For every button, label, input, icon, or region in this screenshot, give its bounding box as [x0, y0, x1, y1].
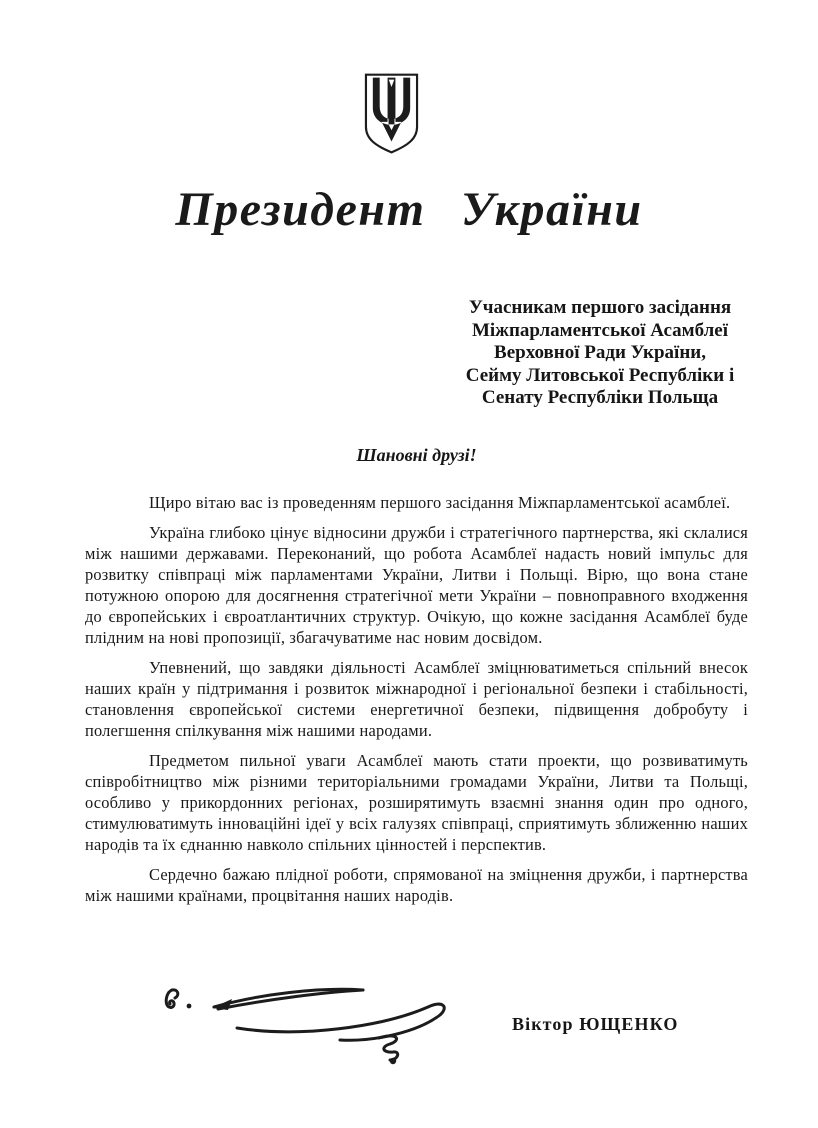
signature-icon	[150, 980, 460, 1070]
addressee-line: Сенату Республіки Польща	[481, 387, 719, 408]
paragraph: Щиро вітаю вас із проведенням першого засідання Міжпарламентської асамблеї.	[149, 493, 731, 512]
addressee-line: Міжпарламентської Асамблеї	[471, 319, 729, 341]
addressee-line: Верховної Ради України,	[494, 342, 706, 363]
addressee-block	[440, 297, 760, 410]
signer-name: Віктор ЮЩЕНКО	[512, 1014, 679, 1034]
paragraph: Упевнений, що завдяки діяльності Асамблеї зміцнюватиметься спільний внесок наших країн у підтримання і розвиток міжнародної і регіональної безпеки і стабільності, становлення європейської системи енергетичної безпеки, підвищення добробуту і полегшення спілкування між нашими народами.	[85, 658, 748, 740]
salutation: Шановні друзі!	[356, 445, 477, 465]
letterhead-title: Президент України	[175, 183, 643, 236]
addressee-line: Сейму Литовської Республіки і	[465, 364, 735, 386]
letter-body	[85, 492, 748, 915]
paragraph: Сердечно бажаю плідної роботи, спрямованої на зміцнення дружби, і партнерства між нашими країнами, процвітання наших народів.	[85, 865, 748, 905]
coat-of-arms-icon	[363, 72, 420, 156]
paragraph: Україна глибоко цінує відносини дружби і стратегічного партнерства, які склалися між нашими державами. Переконаний, що робота Асамблеї надасть новий імпульс для розвитку співпраці між парламентами України, Литви і Польщі. Вірю, що вона стане потужною опорою для досягнення стратегічної мети України – повноправного входження до європейських і євроатлантичних структур. Очікую, що кожне засідання Асамблеї буде плідним на нові пропозиції, збагачуватиме нас новим досвідом.	[85, 523, 748, 647]
paragraph: Предметом пильної уваги Асамблеї мають стати проекти, що розвиватимуть співробітництво між різними територіальними громадами України, Литви та Польщі, особливо у прикордонних регіонах, розширятимуть взаємні знання один про одного, стимулюватимуть інноваційні ідеї у всіх галузях співпраці, сприятимуть зближенню наших народів та їх єднанню навколо спільних цінностей і перспектив.	[85, 751, 748, 854]
addressee-line: Учасникам першого засідання	[468, 297, 732, 318]
